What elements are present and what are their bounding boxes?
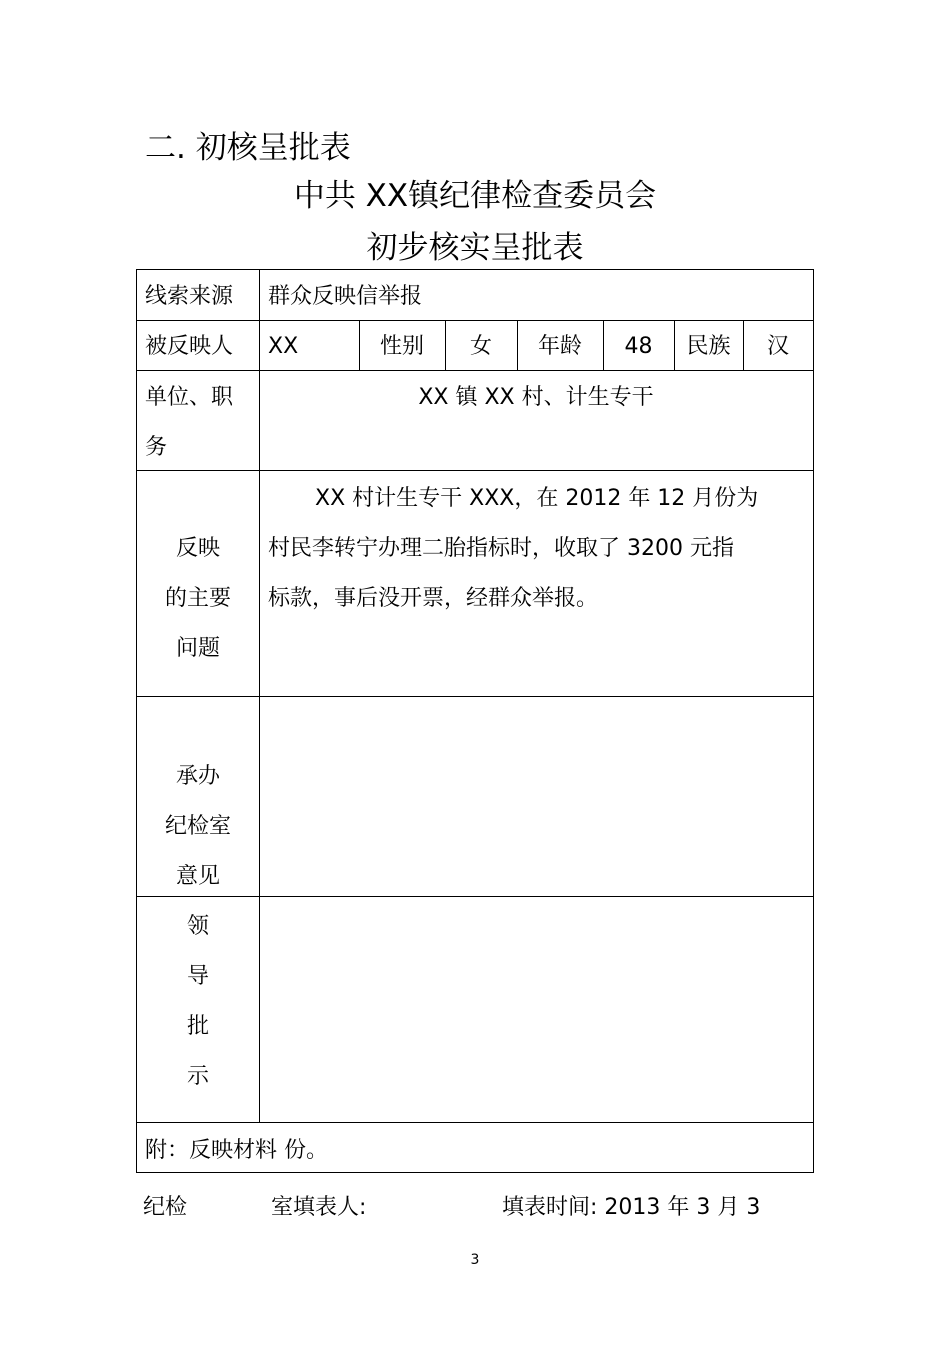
issue-label-line1: 反映 [175,536,220,561]
leader-label-line4: 示 [186,1064,209,1089]
row-divider [137,320,813,321]
approval-form-table [136,269,814,1173]
leader-label-line1: 领 [186,914,209,939]
person-label: 被反映人 [145,334,234,359]
age-label: 年龄 [537,334,582,359]
page-number: 3 [470,1252,480,1268]
unit-value: XX 镇 XX 村、计生专干 [418,385,654,410]
source-label: 线索来源 [145,284,234,309]
leader-label-line3: 批 [186,1014,209,1039]
attachment-note: 附：反映材料 份。 [145,1138,328,1163]
gender-value: 女 [469,334,492,359]
issue-text-line1: XX 村计生专干 XXX，在 2012 年 12 月份为 [315,486,759,511]
document-title-line2: 初步核实呈批表 [366,230,584,266]
row-divider [137,470,813,471]
office-label-line2: 纪检室 [164,814,231,839]
unit-label-line2: 务 [145,435,168,460]
issue-text-line3: 标款，事后没开票，经群众举报。 [268,586,599,611]
footer-filler: 室填表人: [271,1195,367,1220]
footer-fill-date: 填表时间: 2013 年 3 月 3 [502,1195,761,1220]
ethnicity-label: 民族 [686,334,731,359]
document-title-line1: 中共 XX镇纪律检查委员会 [293,178,657,214]
office-label-line3: 意见 [175,864,220,889]
age-value: 48 [624,334,653,359]
issue-text-line2: 村民李转宁办理二胎指标时，收取了 3200 元指 [268,536,734,561]
ethnicity-value: 汉 [766,334,789,359]
row-divider [137,696,813,697]
office-label-line1: 承办 [175,764,220,789]
row-divider [137,1122,813,1123]
person-value: XX [268,334,299,359]
issue-label-line3: 问题 [175,636,220,661]
section-title: 二. 初核呈批表 [145,130,351,166]
source-value: 群众反映信举报 [268,284,423,309]
leader-label-line2: 导 [186,964,209,989]
unit-label-line1: 单位、职 [145,385,234,410]
footer-discipline: 纪检 [143,1195,188,1220]
issue-label-line2: 的主要 [164,586,231,611]
gender-label: 性别 [379,334,424,359]
